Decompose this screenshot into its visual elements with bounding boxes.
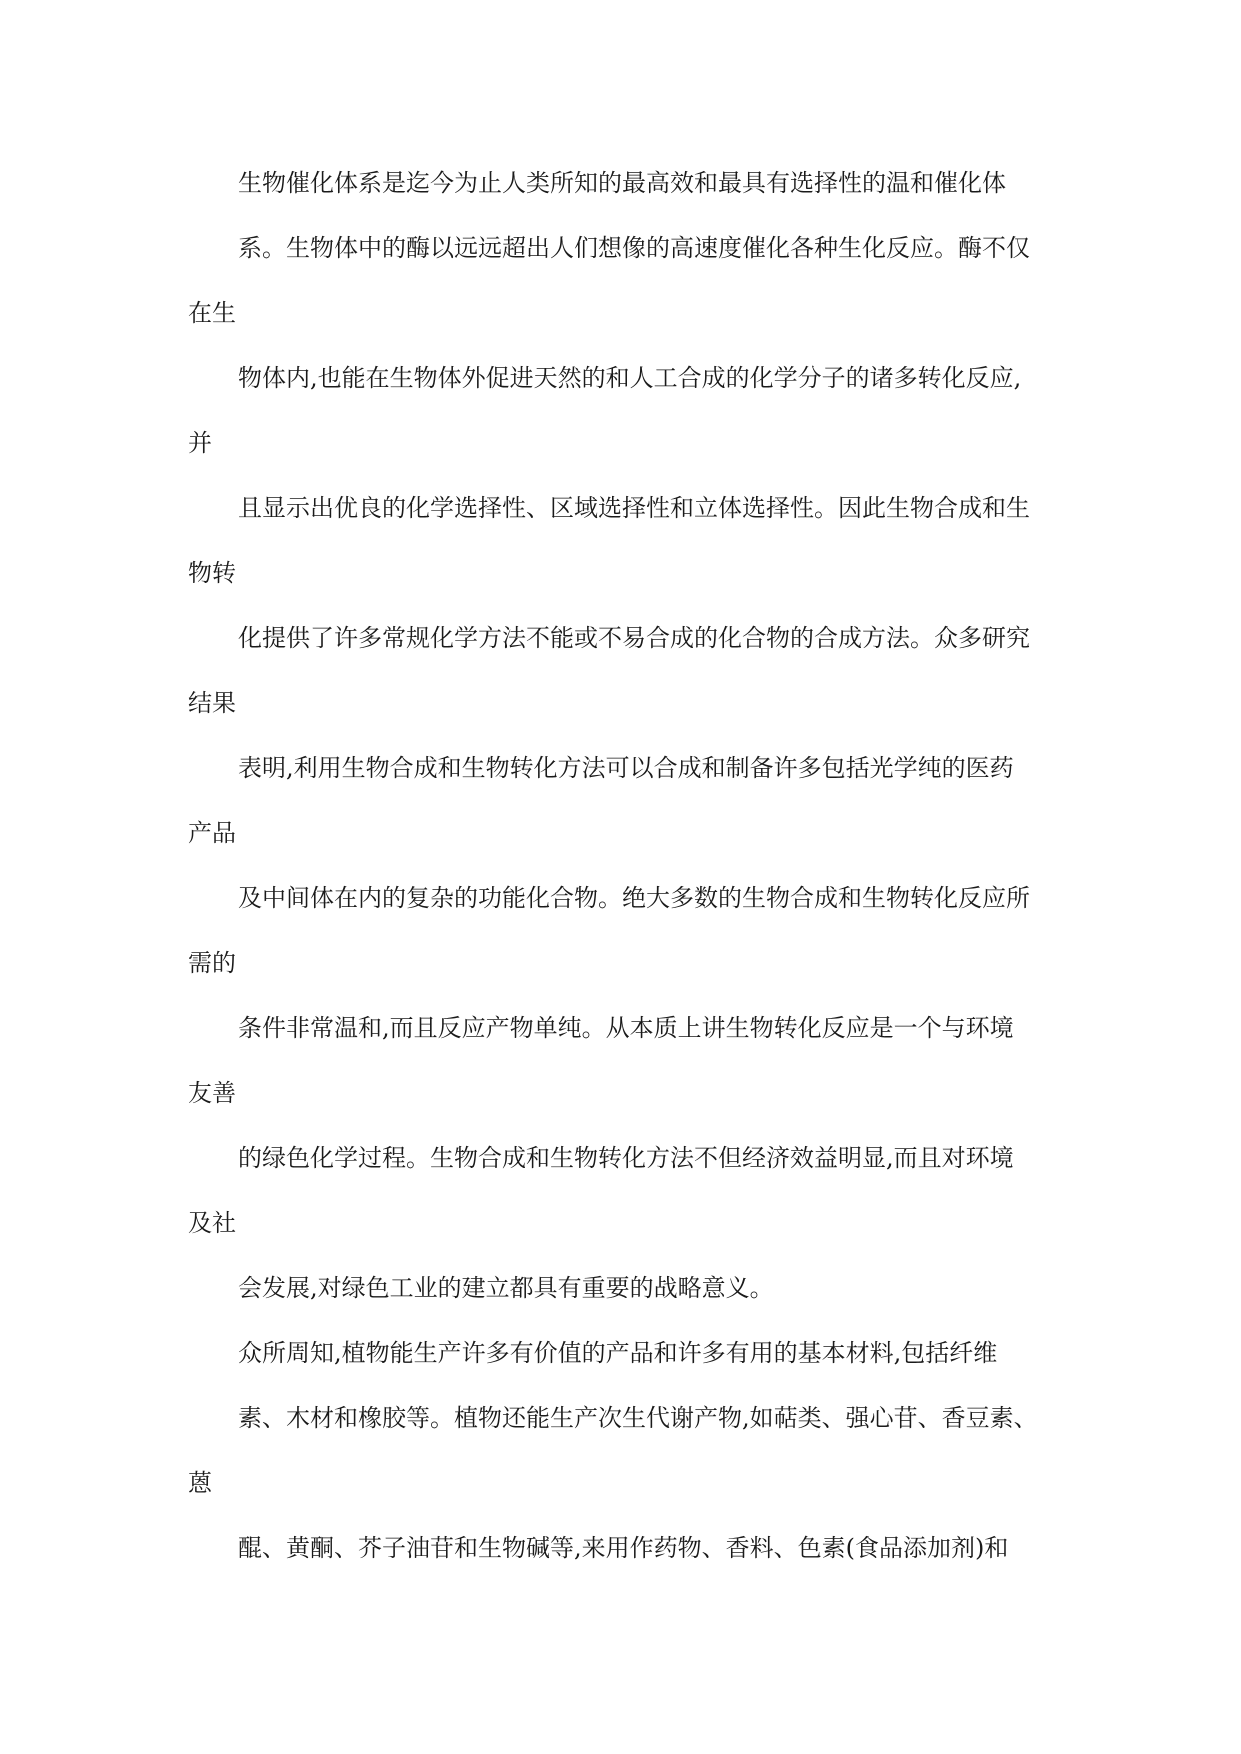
text-line: 会发展,对绿色工业的建立都具有重要的战略意义。 — [238, 1274, 774, 1302]
text-line: 在生 — [188, 299, 236, 327]
text-line: 醌、黄酮、芥子油苷和生物碱等,来用作药物、香料、色素(食品添加剂)和 — [238, 1534, 1009, 1562]
text-line: 条件非常温和,而且反应产物单纯。从本质上讲生物转化反应是一个与环境 — [238, 1014, 1014, 1042]
text-line: 需的 — [188, 949, 236, 977]
text-line: 的绿色化学过程。生物合成和生物转化方法不但经济效益明显,而且对环境 — [238, 1144, 1014, 1172]
text-line: 产品 — [188, 819, 236, 847]
text-line: 众所周知,植物能生产许多有价值的产品和许多有用的基本材料,包括纤维 — [238, 1339, 998, 1367]
text-line: 物转 — [188, 559, 236, 587]
text-line: 系。生物体中的酶以远远超出人们想像的高速度催化各种生化反应。酶不仅 — [238, 234, 1030, 262]
text-line: 素、木材和橡胶等。植物还能生产次生代谢产物,如萜类、强心苷、香豆素、 — [238, 1404, 1038, 1432]
text-line: 表明,利用生物合成和生物转化方法可以合成和制备许多包括光学纯的医药 — [238, 754, 1014, 782]
text-line: 物体内,也能在生物体外促进天然的和人工合成的化学分子的诸多转化反应, — [238, 364, 1022, 392]
text-line: 化提供了许多常规化学方法不能或不易合成的化合物的合成方法。众多研究 — [238, 624, 1030, 652]
text-line: 友善 — [188, 1079, 236, 1107]
text-line: 且显示出优良的化学选择性、区域选择性和立体选择性。因此生物合成和生 — [238, 494, 1030, 522]
text-line: 生物催化体系是迄今为止人类所知的最高效和最具有选择性的温和催化体 — [238, 169, 1006, 197]
text-line: 结果 — [188, 689, 236, 717]
text-line: 并 — [188, 429, 212, 457]
text-line: 及社 — [188, 1209, 236, 1237]
text-line: 及中间体在内的复杂的功能化合物。绝大多数的生物合成和生物转化反应所 — [238, 884, 1030, 912]
text-line: 蒽 — [188, 1469, 212, 1497]
